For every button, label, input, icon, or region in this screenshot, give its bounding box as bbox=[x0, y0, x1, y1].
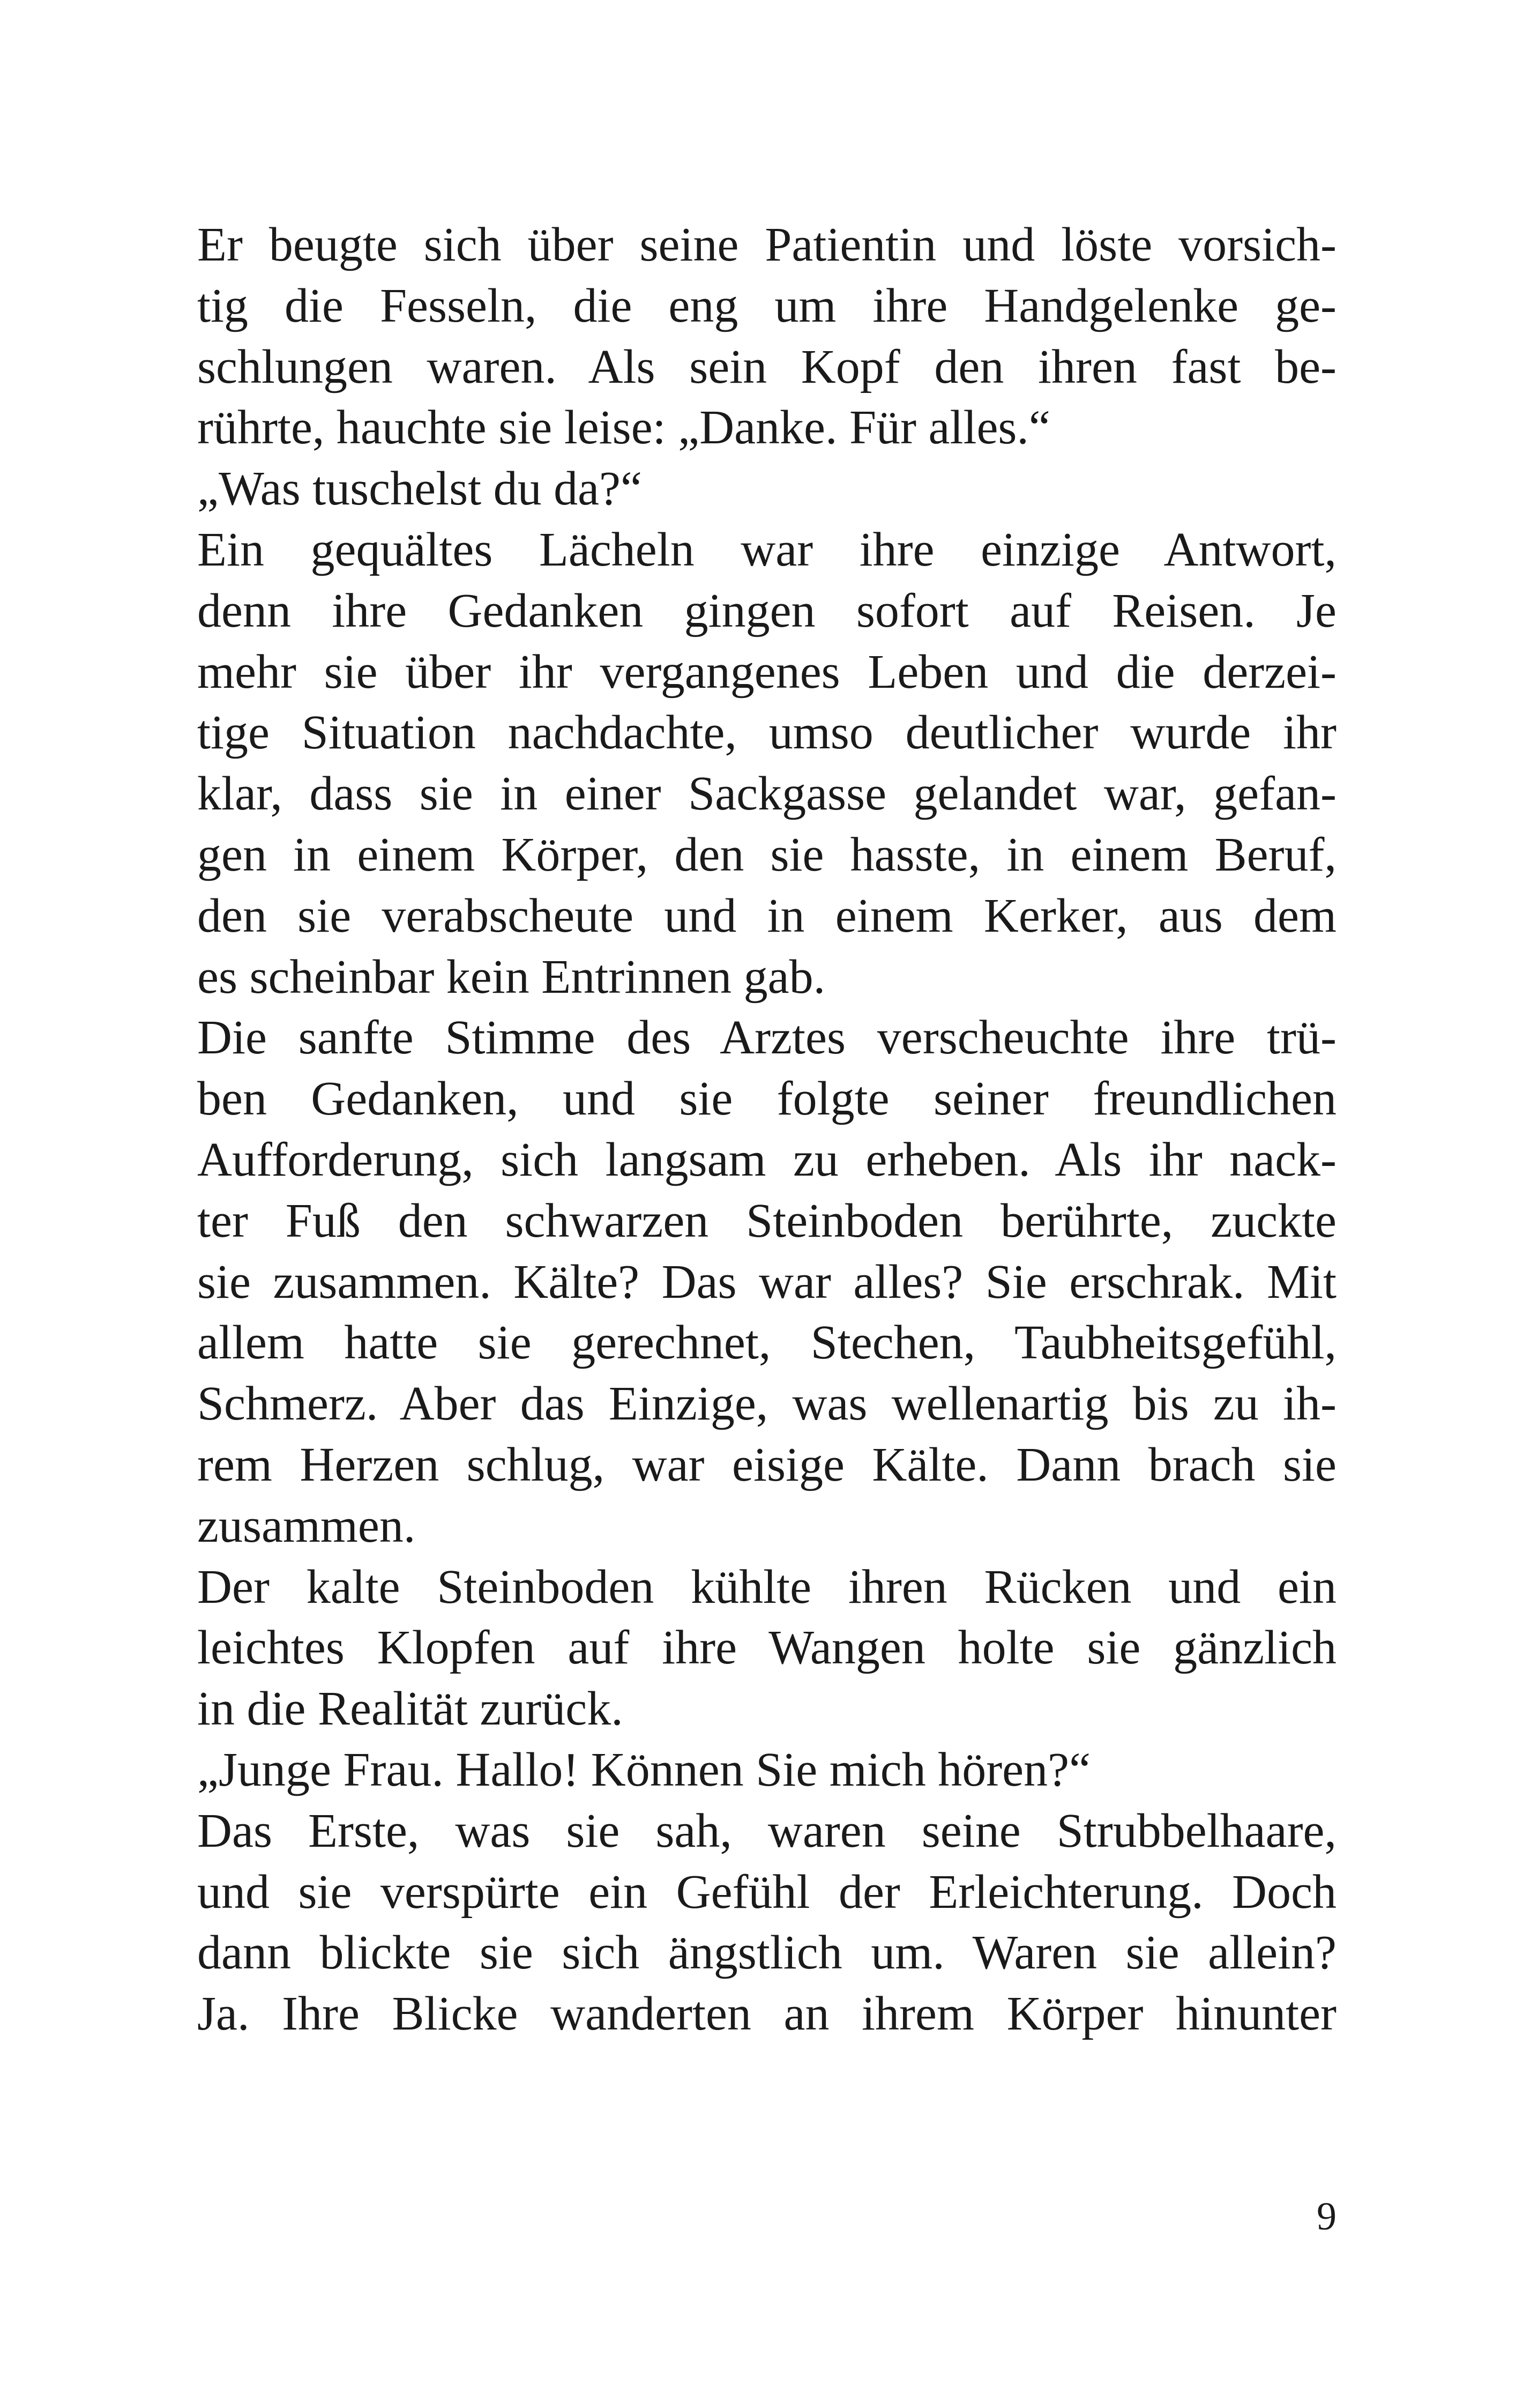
text-line: Schmerz. Aber das Einzige, was wellenartig bis zu ih- bbox=[197, 1377, 1337, 1431]
text-line: rem Herzen schlug, war eisige Kälte. Dann brach sie bbox=[197, 1438, 1337, 1491]
text-line: ter Fuß den schwarzen Steinboden berührte, zuckte bbox=[197, 1194, 1337, 1247]
text-line: es scheinbar kein Entrinnen gab. bbox=[197, 950, 826, 1004]
body-text bbox=[197, 214, 1337, 2045]
text-line: ben Gedanken, und sie folgte seiner freundlichen bbox=[197, 1072, 1337, 1126]
text-line: gen in einem Körper, den sie hasste, in einem Beruf, bbox=[197, 828, 1337, 881]
text-line: allem hatte sie gerechnet, Stechen, Taubheitsgefühl, bbox=[197, 1316, 1337, 1370]
text-line: „Junge Frau. Hallo! Können Sie mich hören?“ bbox=[197, 1743, 1091, 1796]
text-line: Er beugte sich über seine Patientin und löste vorsich- bbox=[197, 218, 1337, 271]
text-line: in die Realität zurück. bbox=[197, 1682, 623, 1736]
text-line: Das Erste, was sie sah, waren seine Strubbelhaare, bbox=[197, 1804, 1337, 1857]
text-line: rührte, hauchte sie leise: „Danke. Für alles.“ bbox=[197, 401, 1050, 455]
text-line: leichtes Klopfen auf ihre Wangen holte sie gänzlich bbox=[197, 1621, 1337, 1675]
page-number: 9 bbox=[1317, 2195, 1337, 2239]
text-line: mehr sie über ihr vergangenes Leben und die derzei- bbox=[197, 645, 1337, 698]
text-line: Aufforderung, sich langsam zu erheben. Als ihr nack- bbox=[197, 1133, 1337, 1186]
text-line: und sie verspürte ein Gefühl der Erleichterung. Doch bbox=[197, 1865, 1337, 1919]
text-line: tig die Fesseln, die eng um ihre Handgelenke ge- bbox=[197, 279, 1337, 332]
text-line: dann blickte sie sich ängstlich um. Waren sie allein? bbox=[197, 1926, 1337, 1980]
text-line: sie zusammen. Kälte? Das war alles? Sie erschrak. Mit bbox=[197, 1255, 1337, 1309]
text-line: Der kalte Steinboden kühlte ihren Rücken und ein bbox=[197, 1560, 1337, 1614]
text-line: denn ihre Gedanken gingen sofort auf Reisen. Je bbox=[197, 584, 1337, 637]
text-line: Ein gequältes Lächeln war ihre einzige Antwort, bbox=[197, 523, 1337, 576]
text-line: schlungen waren. Als sein Kopf den ihren fast be- bbox=[197, 340, 1337, 393]
text-line: zusammen. bbox=[197, 1499, 416, 1552]
text-line: den sie verabscheute und in einem Kerker, aus dem bbox=[197, 889, 1337, 942]
text-line: Ja. Ihre Blicke wanderten an ihrem Körper hinunter bbox=[197, 1987, 1337, 2041]
text-line: Die sanfte Stimme des Arztes verscheuchte ihre trü- bbox=[197, 1011, 1337, 1065]
text-line: „Was tuschelst du da?“ bbox=[197, 462, 642, 516]
text-line: klar, dass sie in einer Sackgasse gelandet war, gefan- bbox=[197, 767, 1337, 821]
text-line: tige Situation nachdachte, umso deutlicher wurde ihr bbox=[197, 706, 1337, 760]
